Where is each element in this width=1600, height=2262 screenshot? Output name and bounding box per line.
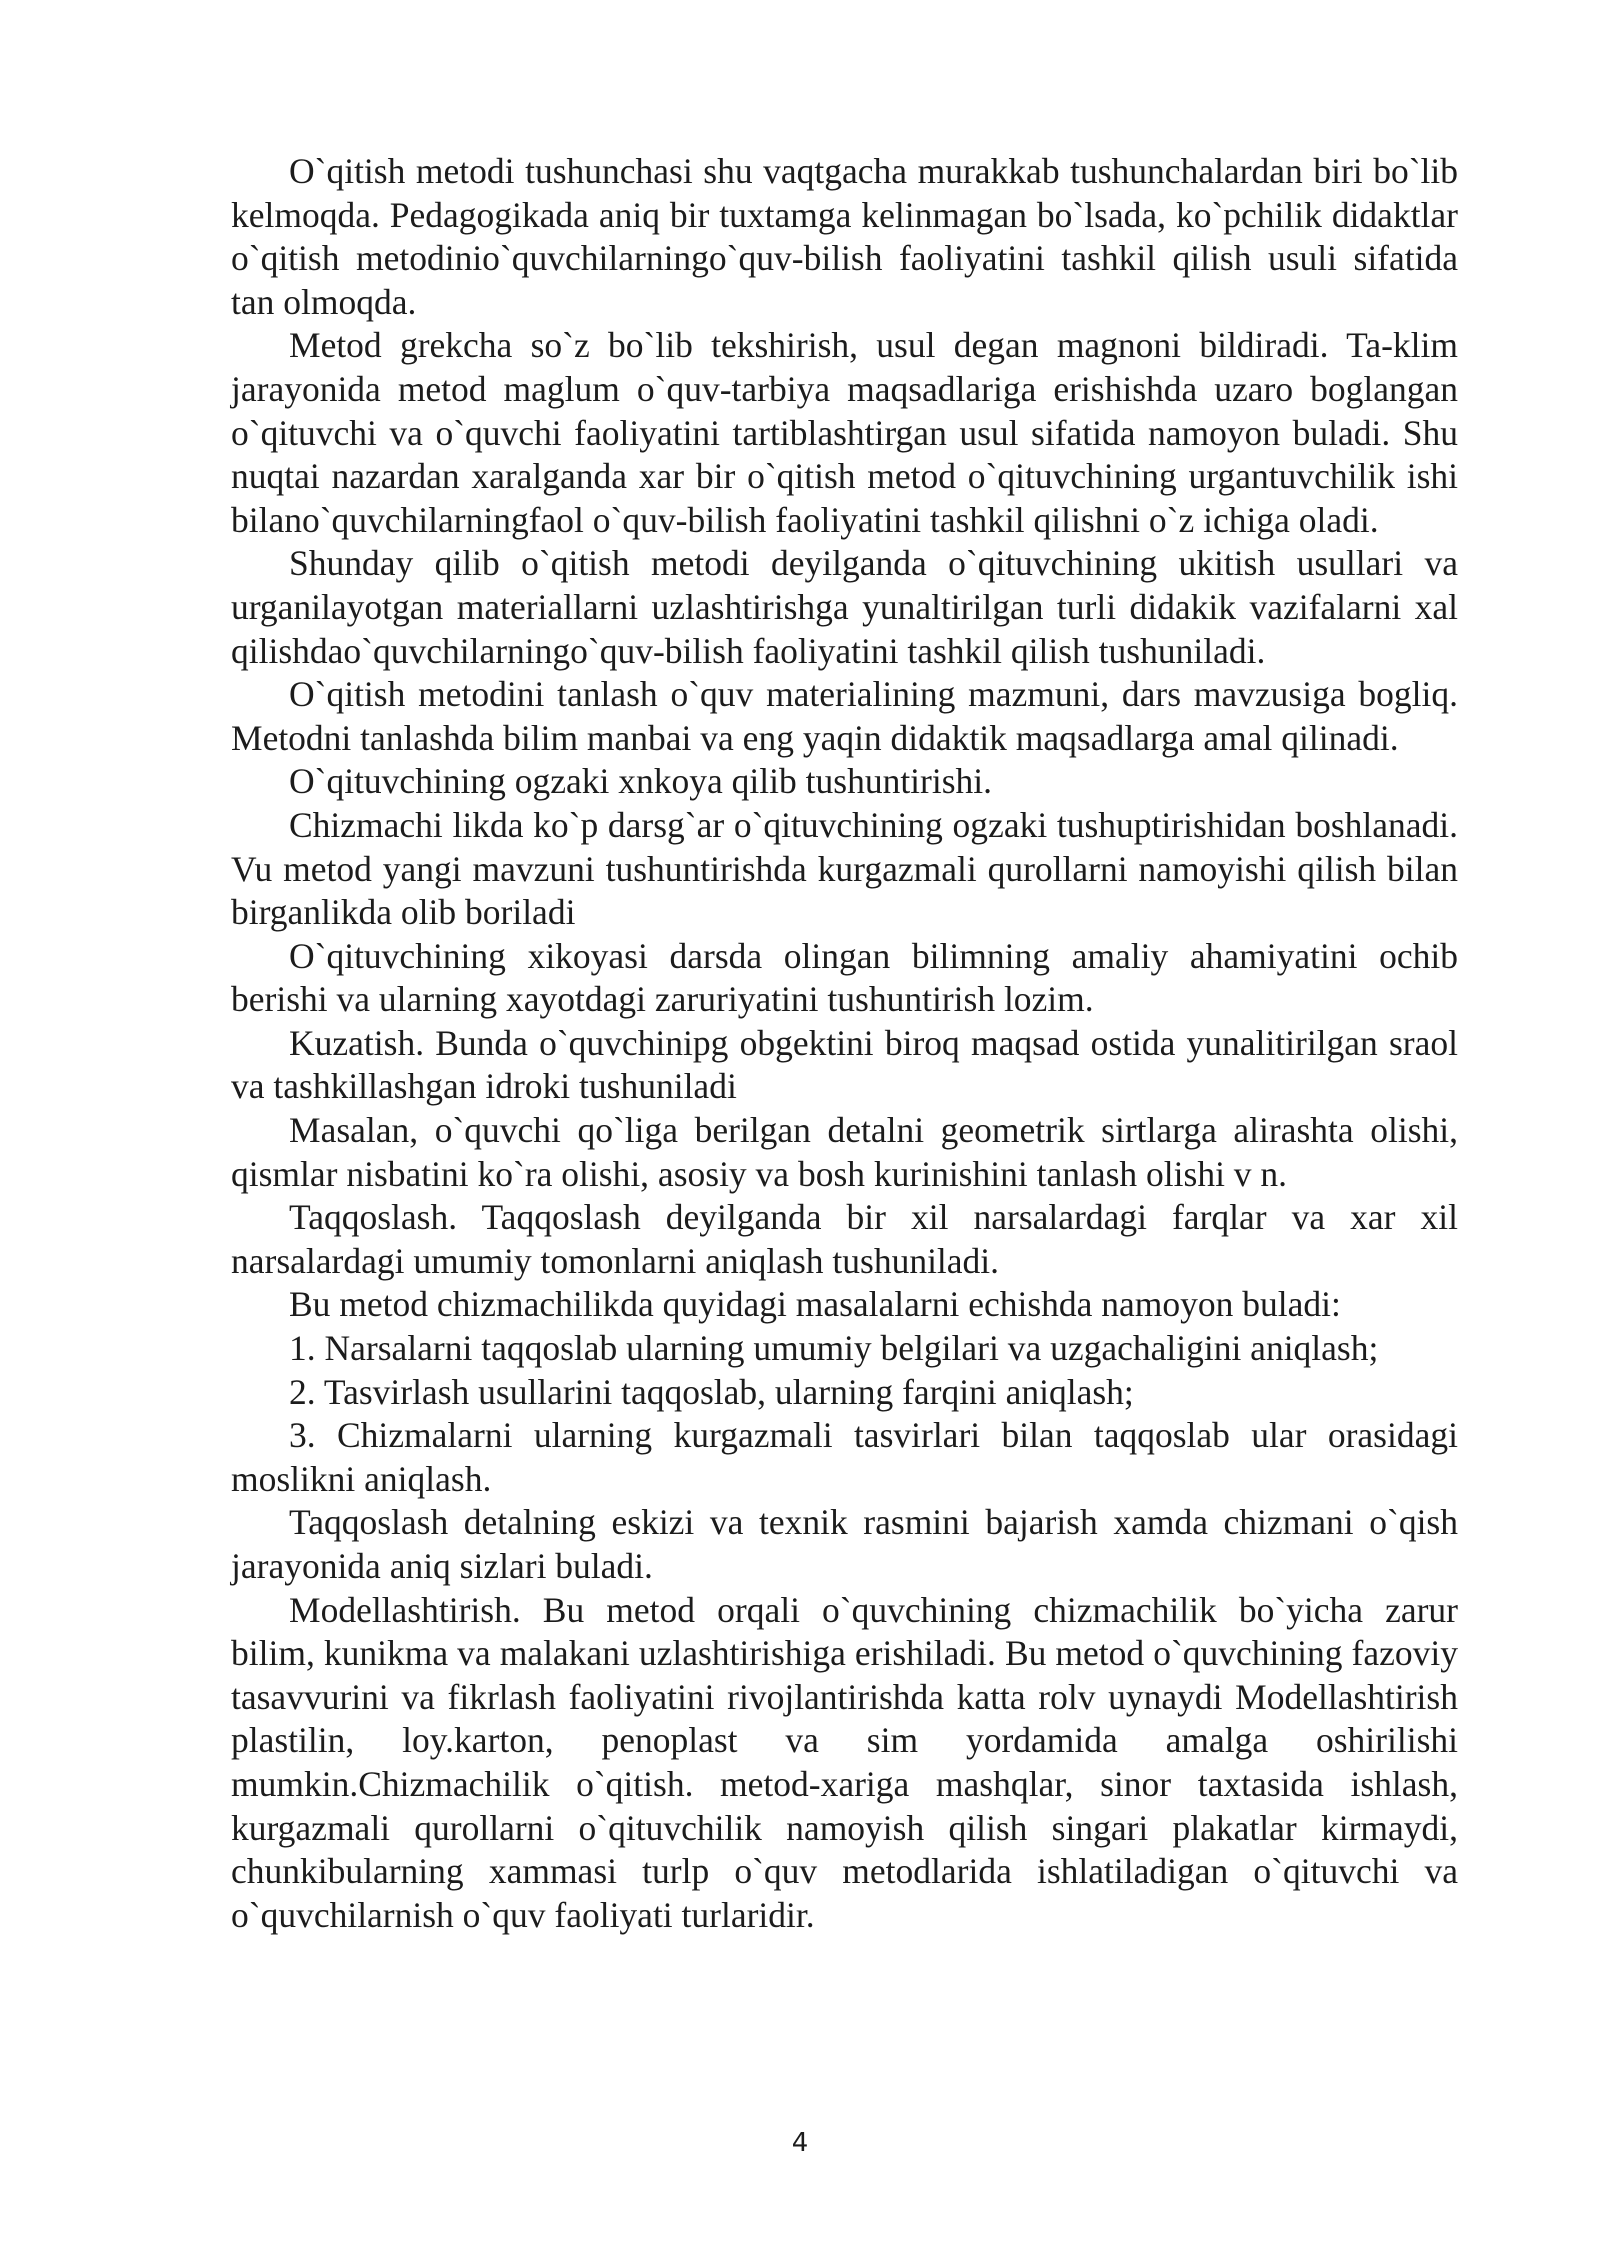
paragraph: Bu metod chizmachilikda quyidagi masalalarni echishda namoyon buladi: (289, 1284, 1341, 1325)
list-item: 2. Tasvirlash usullarini taqqoslab, ularning farqini aniqlash; (289, 1371, 1134, 1412)
paragraph: Shunday qilib o`qitish metodi deyilganda o`qituvchining ukitish usullari va urganilayotgan materiallarni uzlashtirishga yunaltirilgan turli didakik vazifalarni xal qilishdao`quvchilarningo`quv-bilish faoliyatini tashkil qilish tushuniladi. (231, 543, 1458, 671)
paragraph: Masalan, o`quvchi qo`liga berilgan detalni geometrik sirtlarga alirashta olishi, qismlar nisbatini ko`ra olishi, asosiy va bosh kurinishini tanlash olishi v n. (231, 1110, 1458, 1194)
list-item: 1. Narsalarni taqqoslab ularning umumiy belgilari va uzgachaligini aniqlash; (289, 1328, 1379, 1369)
document-body (231, 150, 1458, 1937)
list-item: 3. Chizmalarni ularning kurgazmali tasvirlari bilan taqqoslab ular orasidagi moslikni aniqlash. (231, 1415, 1458, 1499)
paragraph: O`qitish metodi tushunchasi shu vaqtgacha murakkab tushunchalardan biri bo`lib kelmoqda. Pedagogikada aniq bir tuxtamga kelinmagan bo`lsada, ko`pchilik didaktlar o`qitish metodinio`quvchilarningo`quv-bilish faoliyatini tashkil qilish usuli sifatida tan olmoqda. (231, 151, 1458, 322)
paragraph: Taqqoslash. Taqqoslash deyilganda bir xil narsalardagi farqlar va xar xil narsalardagi umumiy tomonlarni aniqlash tushuniladi. (231, 1197, 1458, 1281)
page-number: 4 (791, 2128, 809, 2158)
paragraph: O`qituvchining ogzaki xnkoya qilib tushuntirishi. (289, 761, 993, 802)
paragraph: Metod grekcha so`z bo`lib tekshirish, usul degan magnoni bildiradi. Ta-klim jarayonida metod maglum o`quv-tarbiya maqsadlariga erishishda uzaro boglangan o`qituvchi va o`quvchi faoliyatini tartiblashtirgan usul sifatida namoyon buladi. Shu nuqtai nazardan xaralganda xar bir o`qitish metod o`qituvchining urgantuvchilik ishi bilano`quvchilarningfaol o`quv-bilish faoliyatini tashkil qilishni o`z ichiga oladi. (231, 325, 1458, 540)
paragraph: O`qituvchining xikoyasi darsda olingan bilimning amaliy ahamiyatini ochib berishi va ularning xayotdagi zaruriyatini tushuntirish lozim. (231, 935, 1458, 1020)
paragraph: O`qitish metodini tanlash o`quv materialining mazmuni, dars mavzusiga bogliq. Metodni tanlashda bilim manbai va eng yaqin didaktik maqsadlarga amal qilinadi. (231, 674, 1458, 758)
paragraph: Modellashtirish. Bu metod orqali o`quvchining chizmachilik bo`yicha zarur bilim, kunikma va malakani uzlashtirishiga erishiladi. Bu metod o`quvchining fazoviy tasavvurini va fikrlash faoliyatini rivojlantirishda katta rolv uynaydi Modellashtirish plastilin, loy.karton, penoplast va sim yordamida amalga oshirilishi mumkin.Chizmachilik o`qitish. metod-xariga mashqlar, sinor taxtasida ishlash, kurgazmali qurollarni o`qituvchilik namoyish qilish singari plakatlar kirmaydi, chunkibularning xammasi turlp o`quv metodlarida ishlatiladigan o`qituvchi va o`quvchilarnish o`quv faoliyati turlaridir. (231, 1589, 1458, 1935)
paragraph: Kuzatish. Bunda o`quvchinipg obgektini biroq maqsad ostida yunalitirilgan sraol va tashkillashgan idroki tushuniladi (231, 1022, 1458, 1107)
paragraph: Taqqoslash detalning eskizi va texnik rasmini bajarish xamda chizmani o`qish jarayonida aniq sizlari buladi. (231, 1502, 1458, 1586)
paragraph: Chizmachi likda ko`p darsg`ar o`qituvchining ogzaki tushuptirishidan boshlanadi. Vu metod yangi mavzuni tushuntirishda kurgazmali qurollarni namoyishi qilish bilan birganlikda olib boriladi (231, 804, 1458, 933)
